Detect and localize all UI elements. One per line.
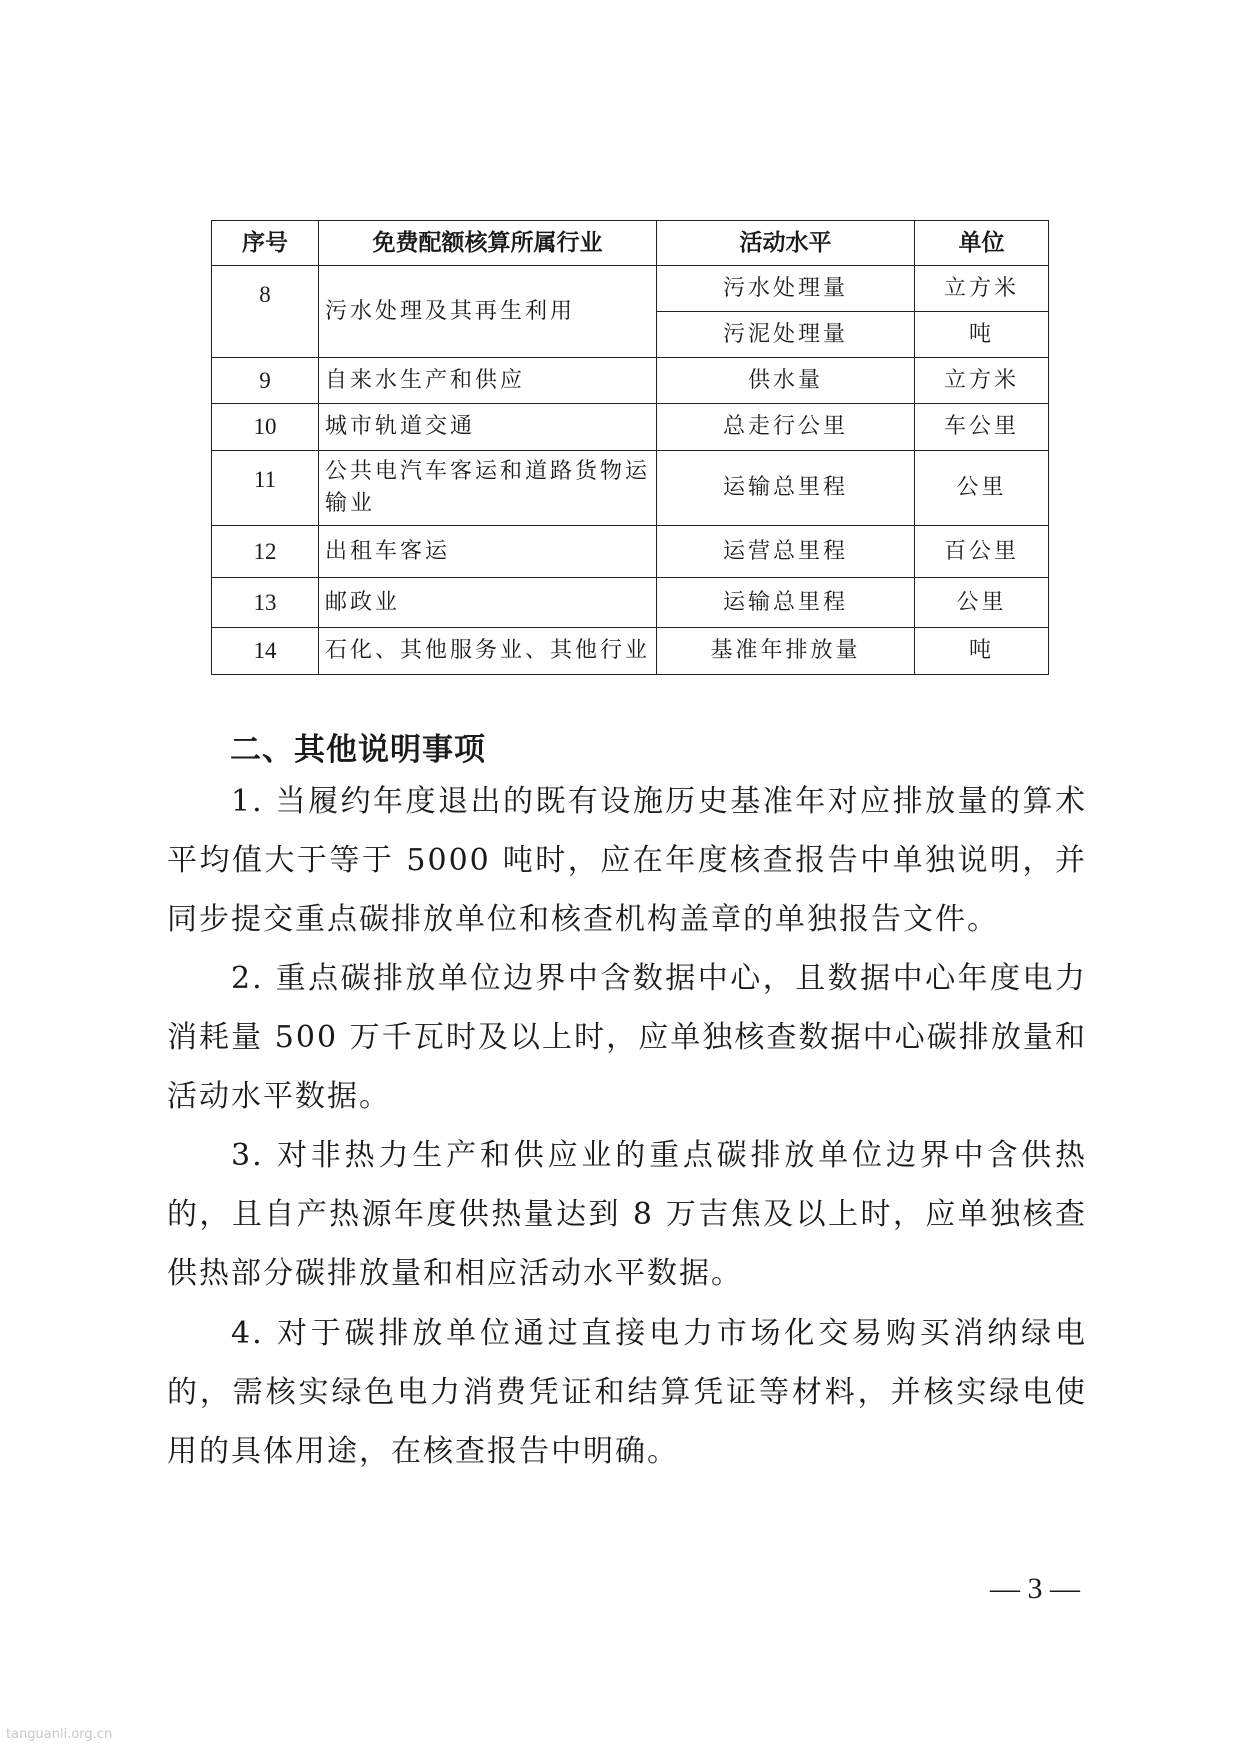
table-row — [212, 266, 1049, 312]
row-industry: 自来水生产和供应 — [319, 358, 657, 404]
paragraph-3: 3. 对非热力生产和供应业的重点碳排放单位边界中含供热的，且自产热源年度供热量达到 8 万吉焦及以上时，应单独核查供热部分碳排放量和相应活动水平数据。 — [167, 1138, 1087, 1291]
section-title: 二、其他说明事项 — [230, 732, 486, 768]
row-industry: 城市轨道交通 — [319, 404, 657, 451]
header-unit: 单位 — [915, 221, 1049, 266]
row-number: 11 — [212, 451, 319, 526]
row-activity: 总走行公里 — [657, 404, 915, 451]
row-unit: 立方米 — [915, 266, 1049, 312]
row-number: 8 — [212, 266, 319, 358]
header-serial: 序号 — [212, 221, 319, 266]
header-industry: 免费配额核算所属行业 — [319, 221, 657, 266]
row-number: 14 — [212, 628, 319, 675]
row-activity: 供水量 — [657, 358, 915, 404]
row-industry: 公共电汽车客运和道路货物运输业 — [319, 451, 657, 526]
row-industry: 出租车客运 — [319, 526, 657, 578]
table-row — [212, 578, 1049, 628]
table-row — [212, 404, 1049, 451]
paragraph-2: 2. 重点碳排放单位边界中含数据中心，且数据中心年度电力消耗量 500 万千瓦时及以上时，应单独核查数据中心碳排放量和活动水平数据。 — [167, 961, 1087, 1114]
row-unit: 公里 — [915, 578, 1049, 628]
row-activity: 运营总里程 — [657, 526, 915, 578]
row-activity: 运输总里程 — [657, 451, 915, 526]
paragraph-1: 1. 当履约年度退出的既有设施历史基准年对应排放量的算术平均值大于等于 5000 吨时，应在年度核查报告中单独说明，并同步提交重点碳排放单位和核查机构盖章的单独报告文件。 — [167, 784, 1087, 937]
table-row — [212, 358, 1049, 404]
table-row — [212, 628, 1049, 675]
row-unit: 吨 — [915, 628, 1049, 675]
quota-table — [211, 220, 1049, 675]
row-unit: 百公里 — [915, 526, 1049, 578]
row-activity: 污泥处理量 — [657, 312, 915, 358]
row-number: 12 — [212, 526, 319, 578]
row-number: 9 — [212, 358, 319, 404]
watermark: tanguanli.org.cn — [6, 1727, 113, 1742]
table-header-row — [212, 221, 1049, 266]
row-unit: 吨 — [915, 312, 1049, 358]
header-activity: 活动水平 — [657, 221, 915, 266]
row-industry: 污水处理及其再生利用 — [319, 266, 657, 358]
paragraph-4: 4. 对于碳排放单位通过直接电力市场化交易购买消纳绿电的，需核实绿色电力消费凭证和结算凭证等材料，并核实绿电使用的具体用途，在核查报告中明确。 — [167, 1316, 1087, 1469]
row-activity: 污水处理量 — [657, 266, 915, 312]
page-number: — 3 — — [990, 1572, 1080, 1605]
table-row — [212, 526, 1049, 578]
row-unit: 立方米 — [915, 358, 1049, 404]
row-unit: 公里 — [915, 451, 1049, 526]
table-row — [212, 451, 1049, 526]
row-industry: 邮政业 — [319, 578, 657, 628]
row-industry: 石化、其他服务业、其他行业 — [319, 628, 657, 675]
row-activity: 基准年排放量 — [657, 628, 915, 675]
row-unit: 车公里 — [915, 404, 1049, 451]
row-activity: 运输总里程 — [657, 578, 915, 628]
row-number: 13 — [212, 578, 319, 628]
row-number: 10 — [212, 404, 319, 451]
